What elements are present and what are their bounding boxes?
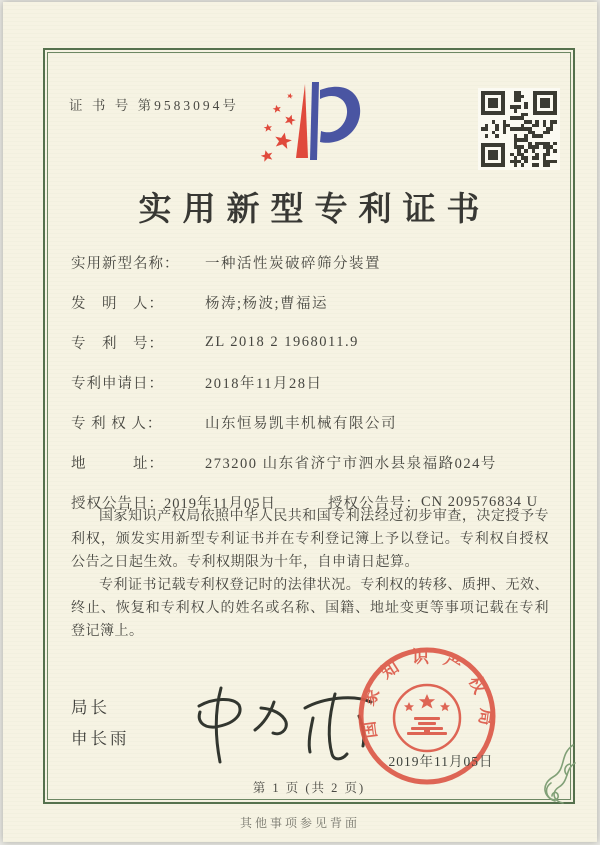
- field-label: 实用新型名称：: [71, 255, 180, 272]
- field-value: 273200 山东省济宁市泗水县泉福路024号: [205, 455, 497, 472]
- field-patent-number: [71, 322, 549, 362]
- svg-text:国家知识产权局: [358, 648, 497, 740]
- certificate-border-frame: [43, 48, 575, 804]
- cnipa-patent-logo-icon: [234, 76, 384, 185]
- certificate-number: 证 书 号 第9583094号: [69, 98, 239, 113]
- field-value: 山东恒易凯丰机械有限公司: [205, 415, 397, 432]
- field-label: 发 明 人：: [71, 295, 164, 312]
- commissioner-title: 局长: [71, 698, 110, 717]
- certificate-title: 实用新型专利证书: [138, 192, 491, 228]
- field-value: 2018年11月28日: [205, 375, 323, 392]
- field-value: ZL 2018 2 1968011.9: [205, 333, 359, 350]
- national-emblem-icon: [394, 685, 460, 751]
- grant-date-label: 授权公告日：: [71, 495, 164, 512]
- certificate-fields: [71, 242, 549, 522]
- grant-number-value: CN 209576834 U: [420, 493, 539, 510]
- field-label: 地 址：: [71, 455, 164, 472]
- legal-text: [71, 505, 549, 643]
- field-label: 专 利 权 人：: [71, 415, 163, 432]
- field-label: 专 利 号：: [71, 335, 164, 352]
- seal-date: 2019年11月05日: [388, 754, 494, 769]
- qr-code: [478, 88, 560, 170]
- field-value: 一种活性炭破碎筛分装置: [205, 255, 381, 272]
- certificate-paper: [3, 2, 597, 842]
- qr-finder-top-left: [481, 91, 505, 115]
- field-patentee: [71, 402, 549, 442]
- qr-finder-top-right: [533, 91, 557, 115]
- field-label: 专利申请日：: [71, 375, 164, 392]
- signatory-block: [71, 692, 130, 754]
- grant-number-label: 授权公告号：: [327, 495, 421, 512]
- qr-finder-bottom-left: [481, 143, 505, 167]
- field-application-date: [71, 362, 549, 402]
- commissioner-name: 申长雨: [71, 729, 130, 748]
- corner-flourish-icon: [515, 741, 579, 812]
- grant-date-value: 2019年11月05日: [164, 495, 276, 512]
- seal-text: 国家知识产权局: [357, 647, 497, 740]
- field-address: [71, 442, 549, 482]
- field-utility-model-name: [71, 242, 549, 282]
- legal-paragraph-1: 国家知识产权局依照中华人民共和国专利法经过初步审查，决定授予专利权，颁发实用新型专利证书并在专利登记簿上予以登记。专利权自授权公告之日起生效。专利权期限为十年，自申请日起算。: [71, 509, 549, 570]
- page-number: 第 1 页 (共 2 页): [252, 781, 366, 795]
- field-inventors: [71, 282, 549, 322]
- legal-paragraph-2: 专利证书记载专利权登记时的法律状况。专利权的转移、质押、无效、终止、恢复和专利权人的姓名或名称、国籍、地址变更等事项记载在专利登记簿上。: [71, 578, 549, 639]
- field-value: 杨涛;杨波;曹福运: [205, 295, 329, 312]
- back-side-note: 其他事项参见背面: [239, 816, 360, 830]
